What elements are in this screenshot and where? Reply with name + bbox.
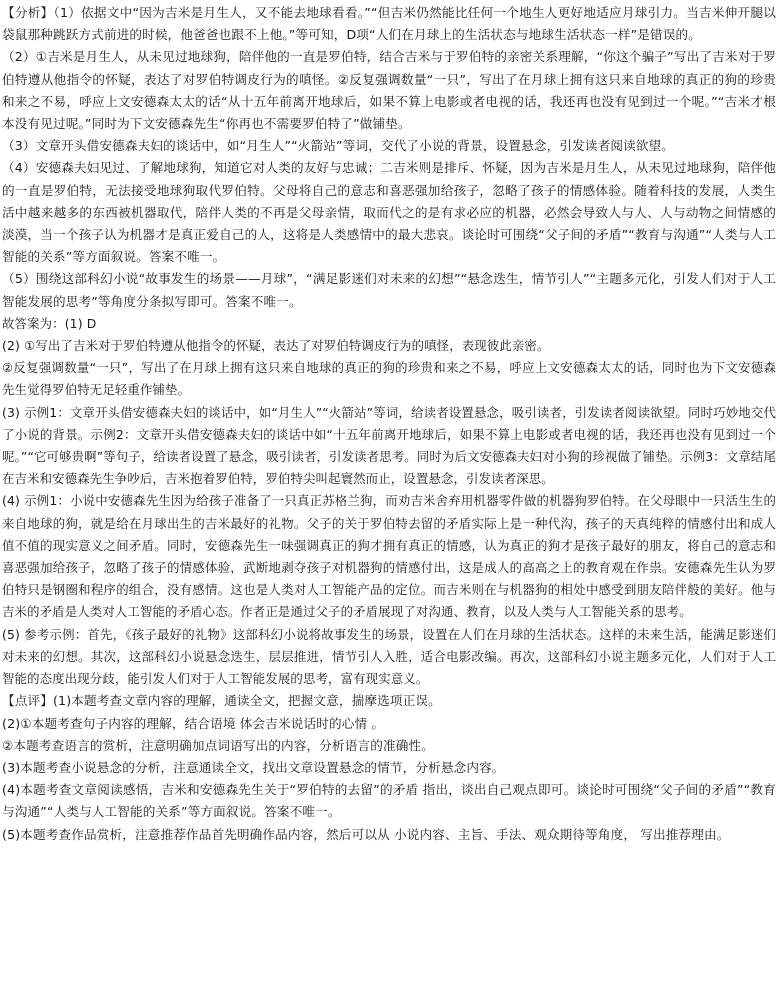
answer-4: (4) 示例1：小说中安德森先生因为给孩子准备了一只真正苏格兰狗，而劝吉米舍弃用机器零件做的机器狗罗伯特。在父母眼中一只活生生的来自地球的狗，就是给在月球出生的吉米最好的礼物。父子的关于罗伯特去留的矛盾实际上是一种代沟，孩子的天真纯粹的情感付出和成人值不值的现实意义之间矛盾。同时，安德森先生一味强调真正的狗才拥有真正的情感，认为真正的狗才是孩子最好的朋友，将自己的意志和喜恶强加给孩子，忽略了孩子的情感体验，武断地剥夺孩子对机器狗的情感付出，这是成人的高高之上的教育观在作祟。安德森先生认为罗伯特只是钢圈和程序的组合，没有感情。这也是人类对人工智能产品的定位。而吉米则在与机器狗的相处中感受到朋友陪伴般的美好。他与吉米的矛盾是人类对人工智能的矛盾心态。作者正是通过父子的矛盾展现了对沟通、教育，以及人类与人工智能关系的思考。 — [2, 493, 776, 620]
review-paragraph-3: (3)本题考查小说悬念的分析，注意通读全文，找出文章设置悬念的情节，分析悬念内容。 — [2, 759, 505, 775]
answer-3: (3) 示例1：文章开头借安德森夫妇的谈话中，如“月生人”“火箭站”等词，给读者设置悬念，吸引读者，引发读者阅读欲望。同时巧妙地交代了小说的背景。示例2：文章开头借安德森夫妇的谈话中如“十五年前离开地球后，如果不算上电影或者电视的话，我还再也没有见到过一个呢。”“它可够贵啊”等句子，给读者设置了悬念，吸引读者，引发读者思考。同时为后文安德森夫妇对小狗的珍视做了铺垫。示例3：文章结尾在吉米和安德森先生争吵后，吉米抱着罗伯特，罗伯特尖叫起寰然而止，设置悬念，引发读者深思。 — [2, 404, 776, 487]
review-paragraph-5: (5)本题考查作品赏析，注意推荐作品首先明确作品内容，然后可以从 小说内容、主旨、手法、观众期待等角度， 写出推荐理由。 — [2, 826, 730, 842]
answer-5: (5) 参考示例：首先，《孩子最好的礼物》这部科幻小说将故事发生的场景，设置在人们在月球的生活状态。这样的未来生活，能满足影迷们对未来的幻想。其次，这部科幻小说悬念迭生，层层推进，情节引人入胜，适合电影改编。再次，这部科幻小说主题多元化，人们对于人工智能的态度出现分歧，能引发人们对于人工智能发展的思考，富有现实意义。 — [2, 626, 776, 687]
review-paragraph-2-2: ②本题考查语言的赏析，注意明确加点词语写出的内容，分析语言的准确性。 — [2, 737, 434, 753]
answer-2-part-2: ②反复强调数量“一只”，写出了在月球上拥有这只来自地球的真正的狗的珍贵和来之不易，呼应上文安德森太太的话，同时也为下文安德森先生觉得罗伯特无足轻重作铺垫。 — [2, 360, 776, 398]
answer-heading: 故答案为：(1) D — [2, 315, 97, 331]
answer-explanation-document — [2, 2, 776, 846]
analysis-paragraph-4: （4）安德森夫妇见过、了解地球狗，知道它对人类的友好与忠诚；二吉米则是排斥、怀疑，因为吉米是月生人，从未见过地球狗，陪伴他的一直是罗伯特，无法接受地球狗取代罗伯特。父母将自己的意志和喜恶强加给孩子，忽略了孩子的情感体验。随着科技的发展，人类生活中越来越多的东西被机器取代，陪伴人类的不再是父母亲情，取而代之的是有求必应的机器，必然会导致人与人、人与动物之间情感的淡漠，当一个孩子认为机器才是真正爱自己的人，这将是人类感情中的最大悲哀。谈论时可围绕“父子间的矛盾”“教育与沟通”“人类与人工智能的关系”等方面叙说。答案不唯一。 — [2, 160, 776, 265]
analysis-paragraph-1: 【分析】（1）依据文中“因为吉米是月生人，又不能去地球看看。”“但吉米仍然能比任何一个地生人更好地适应月球引力。当吉米伸开腿以袋鼠那种跳跃方式前进的时候，他爸爸也跟不上他。”等可知，D项“人们在月球上的生活状态与地球生活状态一样”是错误的。 — [2, 5, 776, 43]
analysis-paragraph-2: （2）①吉米是月生人，从未见过地球狗，陪伴他的一直是罗伯特，结合吉米与于罗伯特的亲密关系理解，“你这个骗子”写出了吉米对于罗伯特遵从他指令的怀疑，表达了对罗伯特调皮行为的嗔怪。②反复强调数量“一只”，写出了在月球上拥有这只来自地球的真正的狗的珍贵和来之不易，呼应上文安德森太太的话“从十五年前离开地球后，如果不算上电影或者电视的话，我还再也没有见到过一个呢。”“吉米才根本没有见过呢。”同时为下文安德森先生“你再也不需要罗伯特了”做铺垫。 — [2, 49, 776, 132]
review-paragraph-1: 【点评】(1)本题考查文章内容的理解，通读全文，把握文意，揣摩选项正误。 — [2, 693, 441, 709]
answer-2-part-1: (2) ①写出了吉米对于罗伯特遵从他指令的怀疑，表达了对罗伯特调皮行为的嗔怪，表现彼此亲密。 — [2, 338, 550, 354]
review-paragraph-4: (4)本题考查文章阅读感悟，吉米和安德森先生关于“罗伯特的去留”的矛盾 指出，谈出自己观点即可。谈论时可围绕“父子间的矛盾”“教育与沟通”“人类与人工智能的关系”等方面叙说。答案不唯一。 — [2, 782, 776, 820]
analysis-paragraph-3: （3）文章开头借安德森夫妇的谈话中，如“月生人”“火箭站”等词，交代了小说的背景，设置悬念，引发读者阅读欲望。 — [2, 138, 675, 154]
analysis-paragraph-5: （5）围绕这部科幻小说“故事发生的场景——月球”，“满足影迷们对未来的幻想”“悬念迭生，情节引人”“主题多元化，引发人们对于人工智能发展的思考”等角度分条拟写即可。答案不唯一。 — [2, 271, 776, 309]
review-paragraph-2-1: (2)①本题考查句子内容的理解，结合语境 体会吉米说话时的心情 。 — [2, 715, 385, 731]
